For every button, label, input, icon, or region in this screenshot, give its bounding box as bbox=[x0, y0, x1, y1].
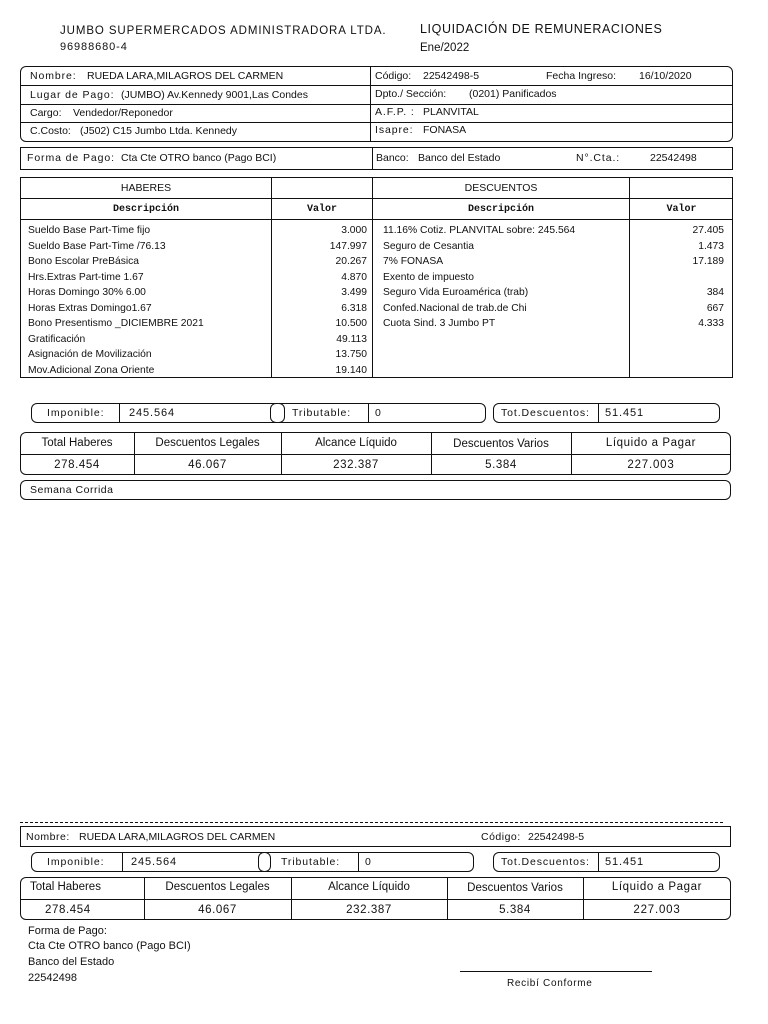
lugar-pago: (JUMBO) Av.Kennedy 9001,Las Condes bbox=[121, 89, 308, 101]
divider bbox=[372, 147, 373, 170]
stub-employee-code: 22542498-5 bbox=[528, 831, 585, 843]
stub-liquido-pagar-value: 227.003 bbox=[633, 904, 681, 916]
descuento-desc: Seguro Vida Euroamérica (trab) bbox=[383, 287, 529, 298]
recibi-conforme: Recibí Conforme bbox=[507, 978, 593, 989]
divider bbox=[598, 403, 599, 423]
stub-alcance-liquido-value: 232.387 bbox=[346, 904, 392, 916]
haber-desc: Mov.Adicional Zona Oriente bbox=[28, 364, 155, 376]
isapre: FONASA bbox=[423, 124, 467, 136]
dpto: (0201) Panificados bbox=[469, 88, 557, 100]
stub-nombre-label: Nombre: bbox=[26, 831, 70, 843]
company-rut: 96988680-4 bbox=[60, 41, 128, 53]
divider bbox=[368, 403, 369, 423]
stub-desc-legales-label: Descuentos Legales bbox=[165, 881, 270, 893]
divider bbox=[20, 219, 733, 220]
desc-legales-label: Descuentos Legales bbox=[155, 437, 260, 449]
descuento-value: 667 bbox=[706, 302, 724, 314]
descuentos-valor-header: Valor bbox=[666, 204, 697, 215]
divider bbox=[20, 85, 733, 86]
descuentos-value-column bbox=[630, 223, 724, 332]
semana-corrida-box bbox=[20, 480, 731, 500]
afp-label: A.F.P. : bbox=[375, 106, 415, 118]
ccosto: (J502) C15 Jumbo Ltda. Kennedy bbox=[80, 125, 238, 137]
descuentos-desc-header: Descripción bbox=[467, 204, 534, 215]
divider bbox=[20, 454, 731, 455]
stub-desc-varios-value: 5.384 bbox=[499, 904, 531, 916]
stub-forma-pago: Cta Cte OTRO banco (Pago BCI) bbox=[28, 940, 191, 952]
descuento-value: 27.405 bbox=[692, 225, 724, 236]
haber-desc: Bono Escolar PreBásica bbox=[28, 256, 140, 267]
descuentos-title: DESCUENTOS bbox=[464, 182, 538, 194]
haber-desc: Sueldo Base Part-Time fijo bbox=[28, 225, 151, 236]
forma-pago: Cta Cte OTRO banco (Pago BCI) bbox=[121, 152, 277, 164]
descuento-value: 4.333 bbox=[698, 318, 724, 329]
tributable-value: 0 bbox=[375, 407, 381, 419]
company-name: JUMBO SUPERMERCADOS ADMINISTRADORA LTDA. bbox=[60, 25, 387, 37]
divider bbox=[20, 104, 733, 105]
haber-value: 13.750 bbox=[335, 349, 367, 360]
haber-value: 10.500 bbox=[335, 318, 367, 329]
fecha-ingreso-label: Fecha Ingreso: bbox=[546, 70, 617, 82]
stub-banco: Banco del Estado bbox=[28, 956, 115, 968]
descuento-desc: Confed.Nacional de trab.de Chi bbox=[383, 302, 527, 314]
alcance-liquido-value: 232.387 bbox=[333, 459, 379, 471]
haber-desc: Bono Presentismo _DICIEMBRE 2021 bbox=[28, 318, 204, 329]
descuento-value: 1.473 bbox=[698, 240, 724, 252]
descuento-value: 17.189 bbox=[692, 256, 724, 267]
descuento-value bbox=[630, 270, 724, 286]
stub-cuenta: 22542498 bbox=[28, 972, 77, 984]
banco-label: Banco: bbox=[376, 152, 409, 164]
haberes-desc-column bbox=[28, 223, 268, 378]
divider bbox=[358, 852, 359, 872]
tot-descuentos-value: 51.451 bbox=[605, 407, 645, 419]
stub-total-haberes-label: Total Haberes bbox=[30, 881, 101, 893]
descuentos-desc-column bbox=[383, 223, 627, 332]
stub-employee-name: RUEDA LARA,MILAGROS DEL CARMEN bbox=[79, 831, 276, 843]
divider bbox=[119, 403, 120, 423]
stub-desc-legales-value: 46.067 bbox=[198, 904, 237, 916]
dpto-label: Dpto./ Sección: bbox=[375, 88, 447, 100]
desc-varios-value: 5.384 bbox=[485, 459, 517, 471]
isapre-label: Isapre: bbox=[375, 124, 414, 136]
forma-pago-label: Forma de Pago: bbox=[27, 152, 115, 164]
haber-value: 3.499 bbox=[341, 287, 367, 298]
cuenta-numero: 22542498 bbox=[650, 152, 697, 164]
stub-tributable-label: Tributable: bbox=[281, 856, 341, 868]
descuento-desc: 11.16% Cotiz. PLANVITAL sobre: 245.564 bbox=[383, 225, 576, 236]
descuento-desc: 7% FONASA bbox=[383, 256, 444, 267]
haber-value: 19.140 bbox=[335, 364, 367, 376]
haberes-title: HABERES bbox=[120, 182, 172, 194]
stub-tributable-value: 0 bbox=[365, 856, 371, 868]
descuento-value: 384 bbox=[706, 287, 724, 298]
stub-imponible-value: 245.564 bbox=[131, 856, 178, 868]
cuenta-label: N°.Cta.: bbox=[576, 152, 621, 164]
codigo-label: Código: bbox=[375, 70, 412, 82]
haber-desc: Sueldo Base Part-Time /76.13 bbox=[28, 240, 166, 252]
liquido-pagar-label: Líquido a Pagar bbox=[605, 437, 697, 449]
total-haberes-value: 278.454 bbox=[54, 459, 100, 471]
period: Ene/2022 bbox=[420, 42, 470, 54]
stub-tot-descuentos-value: 51.451 bbox=[605, 856, 645, 868]
cargo-label: Cargo: bbox=[30, 107, 62, 119]
tot-descuentos-label: Tot.Descuentos: bbox=[501, 407, 590, 419]
haber-desc: Gratificación bbox=[28, 333, 86, 345]
tributable-label: Tributable: bbox=[292, 407, 352, 419]
employee-name: RUEDA LARA,MILAGROS DEL CARMEN bbox=[87, 70, 284, 82]
document-title: LIQUIDACIÓN DE REMUNERACIONES bbox=[420, 22, 663, 36]
stub-liquido-pagar-label: Líquido a Pagar bbox=[611, 881, 703, 893]
haber-value: 49.113 bbox=[336, 333, 367, 345]
haberes-valor-header: Valor bbox=[306, 204, 337, 215]
descuento-desc: Exento de impuesto bbox=[383, 271, 475, 283]
ccosto-label: C.Costo: bbox=[30, 125, 71, 137]
nombre-label: Nombre: bbox=[30, 70, 77, 82]
stub-forma-pago-label: Forma de Pago: bbox=[28, 925, 107, 937]
employee-code: 22542498-5 bbox=[423, 70, 480, 82]
descuento-desc: Cuota Sind. 3 Jumbo PT bbox=[383, 318, 496, 329]
divider bbox=[598, 852, 599, 872]
afp: PLANVITAL bbox=[423, 106, 479, 118]
divider bbox=[20, 198, 733, 199]
haber-value: 4.870 bbox=[341, 271, 367, 283]
haber-value: 3.000 bbox=[341, 225, 367, 236]
cargo: Vendedor/Reponedor bbox=[73, 107, 173, 119]
semana-corrida: Semana Corrida bbox=[30, 484, 114, 496]
stub-tot-descuentos-label: Tot.Descuentos: bbox=[501, 856, 590, 868]
total-haberes-label: Total Haberes bbox=[41, 437, 113, 449]
stub-codigo-label: Código: bbox=[481, 831, 521, 843]
haber-value: 20.267 bbox=[335, 256, 367, 267]
desc-varios-label: Descuentos Varios bbox=[453, 438, 549, 450]
tear-line bbox=[20, 822, 723, 823]
haber-desc: Hrs.Extras Part-time 1.67 bbox=[28, 271, 144, 283]
lugar-pago-label: Lugar de Pago: bbox=[30, 89, 115, 101]
haber-desc: Asignación de Movilización bbox=[28, 349, 152, 360]
fecha-ingreso: 16/10/2020 bbox=[639, 70, 692, 82]
signature-line bbox=[460, 971, 652, 972]
stub-desc-varios-label: Descuentos Varios bbox=[467, 882, 563, 894]
haberes-value-column bbox=[272, 223, 367, 378]
divider bbox=[122, 852, 123, 872]
stub-imponible-label: Imponible: bbox=[47, 856, 105, 868]
stub-alcance-liquido-label: Alcance Líquido bbox=[328, 881, 410, 893]
haber-value: 6.318 bbox=[341, 302, 367, 314]
stub-total-haberes-value: 278.454 bbox=[45, 904, 91, 916]
liquido-pagar-value: 227.003 bbox=[627, 459, 675, 471]
desc-legales-value: 46.067 bbox=[188, 459, 227, 471]
alcance-liquido-label: Alcance Líquido bbox=[315, 437, 397, 449]
banco: Banco del Estado bbox=[418, 152, 501, 164]
haber-desc: Horas Extras Domingo1.67 bbox=[28, 302, 152, 314]
descuento-desc: Seguro de Cesantia bbox=[383, 240, 475, 252]
divider bbox=[20, 899, 731, 900]
haber-value: 147.997 bbox=[329, 240, 367, 252]
haberes-desc-header: Descripción bbox=[112, 204, 179, 215]
imponible-value: 245.564 bbox=[129, 407, 176, 419]
haber-desc: Horas Domingo 30% 6.00 bbox=[28, 287, 146, 298]
divider bbox=[20, 122, 733, 123]
imponible-label: Imponible: bbox=[47, 407, 105, 419]
